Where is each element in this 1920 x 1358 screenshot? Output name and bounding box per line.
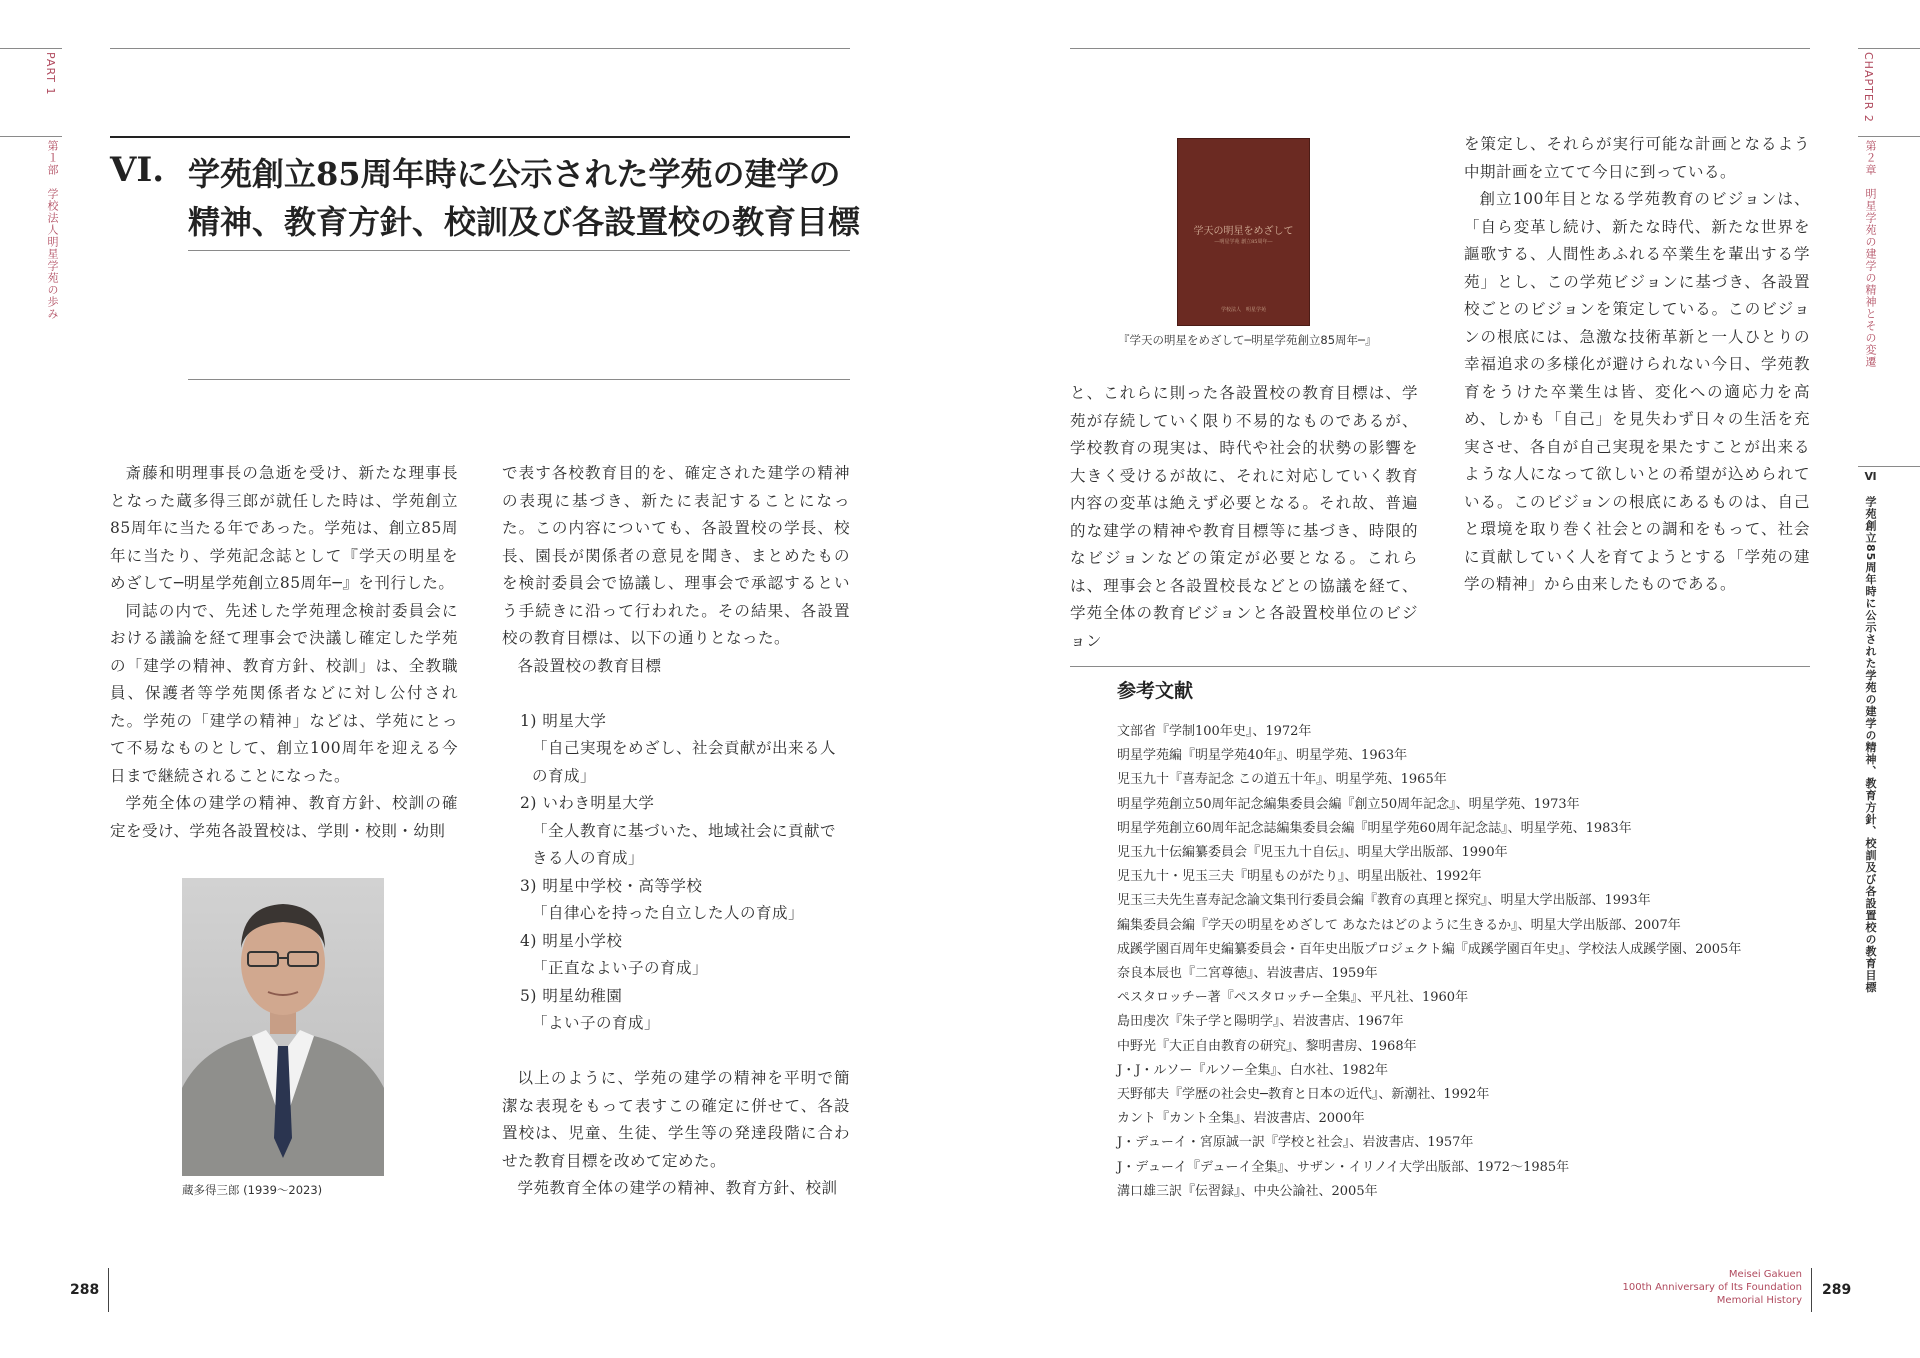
- school-name: 1) 明星大学: [520, 711, 607, 730]
- reference-item: 明星学苑創立50周年記念編集委員会編『創立50周年記念』、明星学苑、1973年: [1117, 796, 1580, 812]
- paragraph: と、これらに則った各設置校の教育目標は、学苑が存続していく限り不易的なものであるが、学校教育の現実は、時代や社会的状勢の影響を大きく受けるが故に、それに対応していく教育内容の変革は絶えず必要となる。それ故、普遍的な建学の精神や教育目標等に基づき、時限的なビジョンなどの策定が必要となる。これらは、理事会と各設置校長などとの協議を経て、学苑全体の教育ビジョンと各設置校単位のビジョン: [1070, 384, 1418, 650]
- list-item: [502, 983, 850, 1038]
- list-item: [502, 873, 850, 928]
- page-title-line1: 学苑創立85周年時に公示された学苑の建学の: [188, 155, 841, 193]
- left-column-1: [110, 460, 458, 845]
- school-name: 4) 明星小学校: [520, 931, 623, 950]
- paragraph: 学苑全体の建学の精神、教育方針、校訓の確定を受け、学苑各設置校は、学則・校則・幼則: [110, 794, 458, 840]
- heading-section-rule: [188, 379, 850, 380]
- references-rule: [1070, 666, 1810, 667]
- school-goal: 「正直なよい子の育成」: [532, 959, 709, 977]
- footer-line: Meisei Gakuen: [1728, 1269, 1802, 1280]
- footer-divider-left: [108, 1268, 109, 1312]
- side-tab-section-right: Ⅵ 学苑創立85周年時に公示された学苑の建学の精神、教育方針、校訓及び各設置校の教育目標: [1864, 470, 1877, 994]
- paragraph: で表す各校教育目的を、確定された建学の精神の表現に基づき、新たに表記することになった。この内容についても、各設置校の学長、校長、園長が関係者の意見を聞き、まとめたものを検討委員会で協議し、理事会で承認するという手続きに沿って行われた。その結果、各設置校の教育目標は、以下の通りとなった。: [502, 464, 850, 647]
- reference-item: 児玉九十伝編纂委員会『児玉九十自伝』、明星大学出版部、1990年: [1117, 845, 1508, 861]
- school-name: 3) 明星中学校・高等学校: [520, 876, 703, 895]
- paragraph: 学苑教育全体の建学の精神、教育方針、校訓: [517, 1179, 838, 1197]
- margin-rule-top-right: [1858, 48, 1920, 49]
- reference-item: 明星学苑創立60周年記念誌編集委員会編『明星学苑60周年記念誌』、明星学苑、1983年: [1117, 820, 1632, 836]
- school-name: 2) いわき明星大学: [520, 794, 655, 812]
- side-tab-title: 第２章 明星学苑の建学の精神とその変遷: [1864, 140, 1877, 368]
- reference-item: 児玉九十『喜寿記念 この道五十年』、明星学苑、1965年: [1117, 772, 1447, 788]
- reference-item: 編集委員会編『学天の明星をめざして あなたはどのように生きるか』、明星大学出版部、2007年: [1117, 917, 1681, 933]
- reference-item: 明星学苑編『明星学苑40年』、明星学苑、1963年: [1117, 748, 1408, 764]
- paragraph: を策定し、それらが実行可能な計画となるよう中期計画を立てて今日に到っている。: [1464, 135, 1810, 181]
- footer-divider-right: [1811, 1268, 1812, 1312]
- school-goal: 「よい子の育成」: [532, 1014, 661, 1032]
- list-item: [502, 928, 850, 983]
- page-title-line2: 精神、教育方針、校訓及び各設置校の教育目標: [188, 203, 861, 241]
- portrait-illustration: [182, 878, 384, 1176]
- left-column-2: [502, 460, 850, 1203]
- reference-item: 児玉三夫先生喜寿記念論文集刊行委員会編『教育の真理と探究』、明星大学出版部、1993年: [1117, 893, 1651, 909]
- header-rule: [110, 48, 850, 49]
- book-cover-title: 学天の明星をめざして: [1193, 226, 1294, 237]
- school-goal: 「自己実現をめざし、社会貢献が出来る人の育成」: [532, 739, 837, 785]
- reference-item: 天野郁夫『学歴の社会史─教育と日本の近代』、新潮社、1992年: [1117, 1087, 1490, 1103]
- footer-book-title: [1500, 1268, 1802, 1307]
- footer-line: Memorial History: [1716, 1295, 1802, 1306]
- heading-top-rule: [110, 136, 850, 138]
- reference-item: ペスタロッチー著『ペスタロッチー全集』、平凡社、1960年: [1117, 990, 1469, 1006]
- reference-item: 溝口雄三訳『伝習録』、中央公論社、2005年: [1117, 1183, 1378, 1199]
- list-item: [502, 708, 850, 791]
- portrait-photo: [182, 878, 384, 1176]
- paragraph: 創立100年目となる学苑教育のビジョンは、「自ら変革し続け、新たな時代、新たな世界を謳歌する、人間性あふれる卒業生を輩出する学苑」とし、この学苑ビジョンに基づき、各設置校ごとのビジョンを策定している。このビジョンの根底には、急激な技術革新と一人ひとりの幸福追求の多様化が避けられない今日、学苑教育をうけた卒業生は皆、変化への適応力を高め、しかも「自己」を見失わず日々の生活を充実させ、各自が自己実現を果たすことが出来るような人になって欲しいとの希望が込められている。このビジョンの根底にあるものは、自己と環境を取り巻く社会との調和をもって、社会に貢献していく人を育てようとする「学苑の建学の精神」から由来したものである。: [1464, 190, 1810, 593]
- margin-rule-section-right: [1858, 466, 1920, 467]
- reference-item: 文部省『学制100年史』、1972年: [1117, 724, 1312, 739]
- paragraph: 同誌の内で、先述した学苑理念検討委員会における議論を経て理事会で決議し確定した学苑の「建学の精神、教育方針、校訓」は、全教職員、保護者等学苑関係者などに対し公付された。学苑の「建学の精神」などは、学苑にとって不易なものとして、創立100周年を迎える今日まで継続されることになった。: [110, 601, 458, 785]
- margin-rule-section: [0, 136, 62, 137]
- references-heading: 参考文献: [1117, 680, 1194, 702]
- heading-bottom-rule: [188, 250, 850, 251]
- margin-rule-chapter: [1858, 136, 1920, 137]
- references-list: [1117, 720, 1817, 1204]
- reference-item: カント『カント全集』、岩波書店、2000年: [1117, 1111, 1365, 1127]
- list-item: [502, 790, 850, 873]
- reference-item: 中野光『大正自由教育の研究』、黎明書房、1968年: [1117, 1038, 1417, 1054]
- header-rule-right: [1070, 48, 1810, 49]
- school-goal: 「全人教育に基づいた、地域社会に貢献できる人の育成」: [532, 821, 837, 867]
- reference-item: 児玉九十・児玉三夫『明星ものがたり』、明星出版社、1992年: [1117, 869, 1482, 885]
- book-cover-subtitle: ―明星学苑 創立85周年―: [1214, 239, 1273, 245]
- reference-item: J・デューイ『デューイ全集』、サザン・イリノイ大学出版部、1972〜1985年: [1117, 1159, 1570, 1175]
- page-number-left: 288: [70, 1282, 100, 1298]
- page-title: [188, 150, 860, 246]
- book-caption: 『学天の明星をめざして─明星学苑創立85周年─』: [1118, 333, 1377, 347]
- paragraph: 斎藤和明理事長の急逝を受け、新たな理事長となった蔵多得三郎が就任した時は、学苑創立85周年に当たる年であった。学苑は、創立85周年に当たり、学苑記念誌として『学天の明星をめざして─明星学苑創立85周年─』を刊行した。: [110, 464, 458, 592]
- book-cover-publisher: 学校法人 明星学苑: [1220, 307, 1266, 313]
- side-tab-section: 第１部 学校法人明星学苑の歩み: [46, 140, 59, 320]
- reference-item: J・J・ルソー『ルソー全集』、白水社、1982年: [1117, 1062, 1389, 1078]
- reference-item: 成蹊学園百周年史編纂委員会・百年史出版プロジェクト編『成蹊学園百年史』、学校法人成蹊学園、2005年: [1117, 941, 1742, 957]
- reference-item: 奈良本辰也『二宮尊徳』、岩波書店、1959年: [1117, 966, 1378, 982]
- side-tab-chapter: CHAPTER 2: [1862, 52, 1875, 123]
- right-column-2: [1464, 131, 1810, 599]
- reference-item: 島田虔次『朱子学と陽明学』、岩波書店、1967年: [1117, 1014, 1404, 1030]
- side-tab-part: PART 1: [44, 52, 57, 96]
- photo-caption: 蔵多得三郎 (1939〜2023): [182, 1183, 323, 1197]
- heading-number: VI.: [110, 150, 165, 190]
- list-heading: 各設置校の教育目標: [517, 656, 662, 675]
- paragraph: 以上のように、学苑の建学の精神を平明で簡潔な表現をもって表すこの確定に併せて、各設置校は、児童、生徒、学生等の発達段階に合わせた教育目標を改めて定めた。: [502, 1069, 850, 1170]
- page-number-right: 289: [1822, 1282, 1852, 1298]
- school-goal: 「自律心を持った自立した人の育成」: [532, 904, 805, 922]
- school-name: 5) 明星幼稚園: [520, 986, 623, 1005]
- reference-item: J・デューイ・宮原誠一訳『学校と社会』、岩波書店、1957年: [1117, 1135, 1474, 1151]
- margin-rule-top: [0, 48, 62, 49]
- right-column-1: [1070, 380, 1418, 655]
- book-cover-image: [1177, 138, 1310, 326]
- footer-line: 100th Anniversary of Its Foundation: [1622, 1282, 1802, 1293]
